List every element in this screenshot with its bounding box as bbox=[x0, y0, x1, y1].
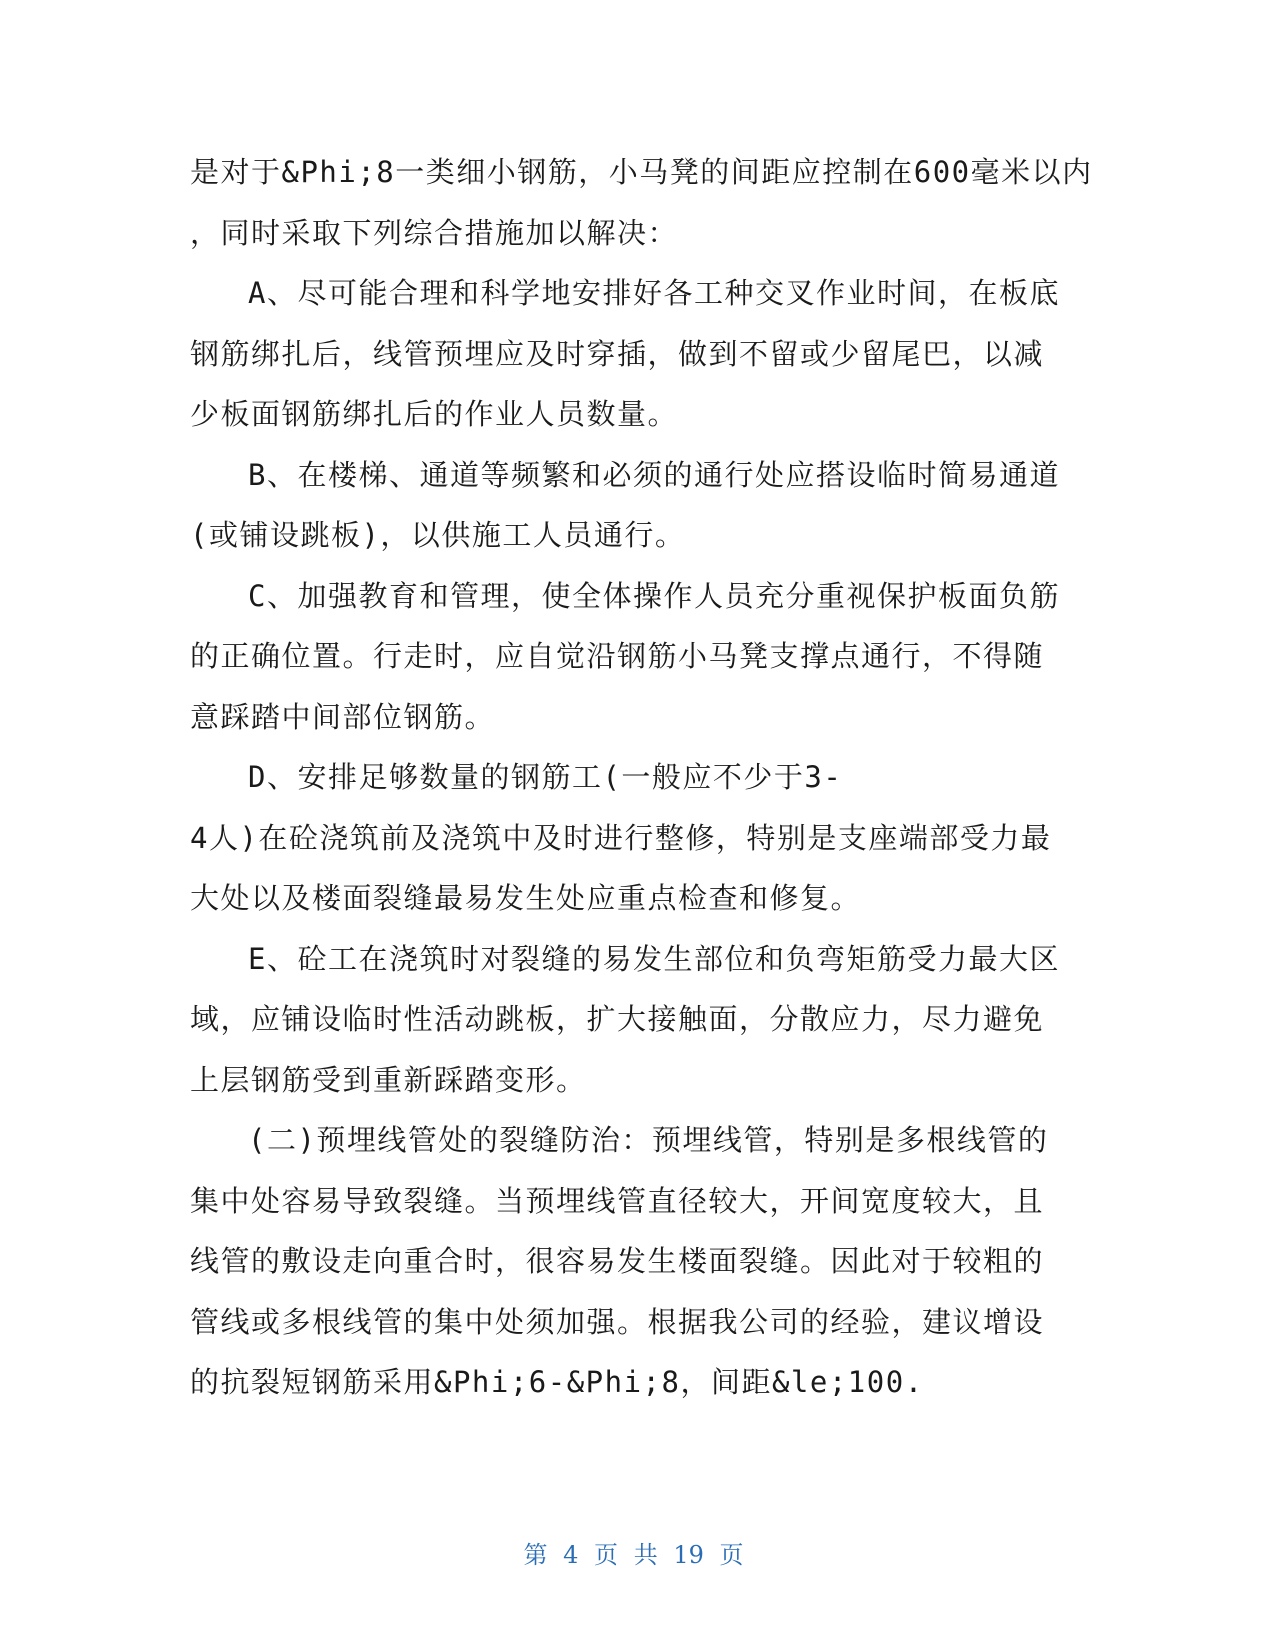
text-line: 域，应铺设临时性活动跳板，扩大接触面，分散应力，尽力避免 bbox=[190, 1002, 1045, 1036]
footer-total-word: 共 bbox=[633, 1541, 658, 1569]
text-line: A、尽可能合理和科学地安排好各工种交叉作业时间，在板底 bbox=[248, 276, 1060, 310]
total-pages-number: 19 bbox=[673, 1541, 704, 1569]
text-line: 大处以及楼面裂缝最易发生处应重点检查和修复。 bbox=[190, 881, 862, 915]
text-line: C、加强教育和管理，使全体操作人员充分重视保护板面负筋 bbox=[248, 578, 1060, 613]
text-line: ，同时采取下列综合措施加以解决： bbox=[190, 215, 679, 250]
text-line: 集中处容易导致裂缝。当预埋线管直径较大，开间宽度较大，且 bbox=[190, 1183, 1045, 1218]
text-line: 管线或多根线管的集中处须加强。根据我公司的经验，建议增设 bbox=[190, 1304, 1045, 1339]
footer-page-word: 页 bbox=[594, 1541, 619, 1569]
text-line: (二)预埋线管处的裂缝防治：预埋线管，特别是多根线管的 bbox=[248, 1123, 1049, 1157]
footer-prefix: 第 bbox=[523, 1541, 548, 1569]
text-line: 的正确位置。行走时，应自觉沿钢筋小马凳支撑点通行，不得随 bbox=[190, 639, 1045, 673]
current-page-number: 4 bbox=[563, 1541, 579, 1569]
text-line: 的抗裂短钢筋采用&Phi;6-&Phi;8，间距&le;100. bbox=[190, 1365, 924, 1399]
text-line: 是对于&Phi;8一类细小钢筋，小马凳的间距应控制在600毫米以内 bbox=[190, 155, 1093, 189]
text-line: 4人)在砼浇筑前及浇筑中及时进行整修，特别是支座端部受力最 bbox=[190, 820, 1052, 855]
text-line: B、在楼梯、通道等频繁和必须的通行处应搭设临时简易通道 bbox=[248, 457, 1060, 492]
text-line: 钢筋绑扎后，线管预埋应及时穿插，做到不留或少留尾巴，以减 bbox=[190, 336, 1045, 371]
footer-suffix: 页 bbox=[719, 1541, 744, 1569]
text-line: 少板面钢筋绑扎后的作业人员数量。 bbox=[190, 397, 679, 431]
text-line: (或铺设跳板)，以供施工人员通行。 bbox=[190, 518, 686, 552]
text-line: D、安排足够数量的钢筋工(一般应不少于3- bbox=[248, 760, 843, 794]
text-line: 上层钢筋受到重新踩踏变形。 bbox=[190, 1062, 587, 1097]
document-body bbox=[190, 142, 1093, 1413]
text-line: 意踩踏中间部位钢筋。 bbox=[190, 699, 496, 734]
text-line: E、砼工在浇筑时对裂缝的易发生部位和负弯矩筋受力最大区 bbox=[248, 941, 1060, 976]
text-line: 线管的敷设走向重合时，很容易发生楼面裂缝。因此对于较粗的 bbox=[190, 1244, 1045, 1278]
page-footer bbox=[0, 1535, 1275, 1570]
